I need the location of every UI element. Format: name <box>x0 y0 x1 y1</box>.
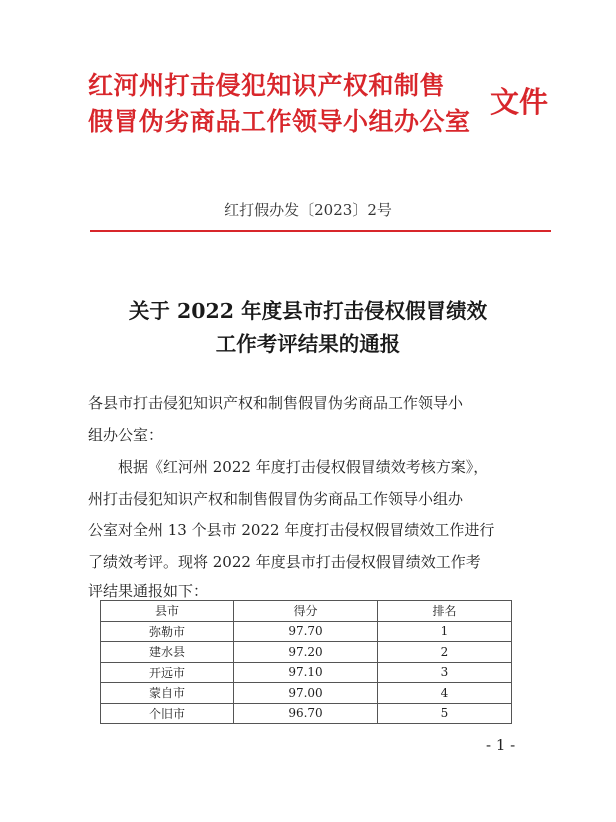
table-row <box>101 662 512 683</box>
notice-title-line1: 关于 2022 年度县市打击侵权假冒绩效 <box>128 299 488 323</box>
table-row <box>101 621 512 642</box>
notice-title-line2: 工作考评结果的通报 <box>215 332 401 356</box>
cell-rank: 5 <box>378 703 512 724</box>
cell-county: 蒙自市 <box>101 683 234 704</box>
cell-rank: 4 <box>378 683 512 704</box>
cell-rank: 2 <box>378 642 512 663</box>
cell-rank: 3 <box>378 662 512 683</box>
body-line: 根据《红河州 2022 年度打击侵权假冒绩效考核方案》， <box>118 458 489 476</box>
page-number: - 1 - <box>486 736 516 754</box>
table-row <box>101 683 512 704</box>
cell-score: 97.20 <box>234 642 378 663</box>
cell-score: 96.70 <box>234 703 378 724</box>
body-line: 公室对全州 13 个县市 2022 年度打击侵权假冒绩效工作进行 <box>88 521 495 539</box>
body-line: 州打击侵犯知识产权和制售假冒伪劣商品工作领导小组办 <box>88 490 464 508</box>
cell-county: 建水县 <box>101 642 234 663</box>
column-header-county: 县市 <box>101 601 234 622</box>
document-number: 红打假办发〔2023〕2号 <box>224 201 392 219</box>
cell-county: 弥勒市 <box>101 621 234 642</box>
body-line: 评结果通报如下： <box>88 582 209 600</box>
results-table <box>100 600 512 724</box>
column-header-score: 得分 <box>234 601 378 622</box>
cell-county: 个旧市 <box>101 703 234 724</box>
table-header-row <box>101 601 512 622</box>
header-title-line2: 假冒伪劣商品工作领导小组办公室 <box>88 107 471 136</box>
cell-score: 97.70 <box>234 621 378 642</box>
body-line: 了绩效考评。现将 2022 年度县市打击侵权假冒绩效工作考 <box>88 553 481 571</box>
table-row <box>101 703 512 724</box>
header-title-line1: 红河州打击侵犯知识产权和制售 <box>88 71 446 100</box>
red-divider <box>90 230 551 232</box>
header-suffix: 文件 <box>490 85 549 119</box>
table-row <box>101 642 512 663</box>
column-header-rank: 排名 <box>378 601 512 622</box>
cell-score: 97.00 <box>234 683 378 704</box>
body-line: 组办公室： <box>88 426 164 444</box>
cell-rank: 1 <box>378 621 512 642</box>
cell-score: 97.10 <box>234 662 378 683</box>
cell-county: 开远市 <box>101 662 234 683</box>
body-line: 各县市打击侵犯知识产权和制售假冒伪劣商品工作领导小 <box>88 394 464 412</box>
